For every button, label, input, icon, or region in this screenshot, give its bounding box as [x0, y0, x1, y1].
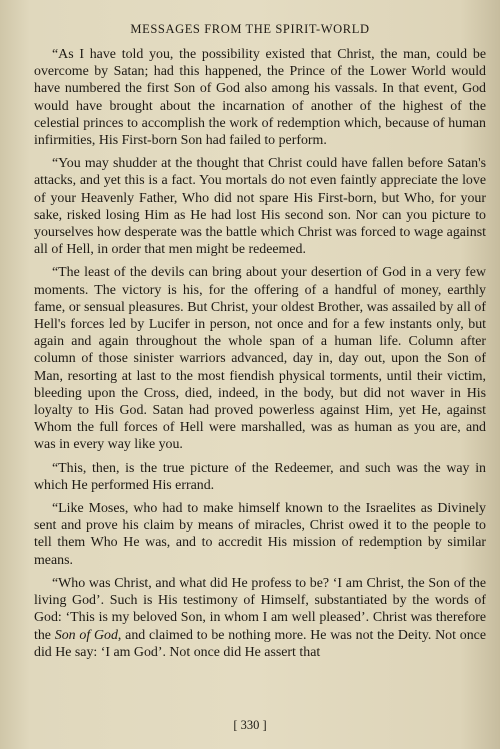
paragraph-4: “This, then, is the true picture of the Redeemer, and such was the way in which He performed His errand. [34, 460, 486, 493]
paragraph-1: “As I have told you, the possibility existed that Christ, the man, could be overcome by Satan; had this happened, the Prince of the Lower World would have numbered the first Son of God also among his vassals. In that event, God would have brought about the incarnation of another of the highest of the celestial princes to accomplish the work of redemption which, because of human infirmities, His First-born Son had failed to perform. [34, 47, 486, 149]
paragraph-5: “Like Moses, who had to make himself known to the Israelites as Divinely sent and prove his claim by means of miracles, Christ owed it to the people to tell them Who He was, and to accredit His mission of redemption by similar means. [34, 501, 486, 568]
paragraph-6-part-1: “Who was Christ, and what did He profess to be? ‘I am Christ, the Son of the living God’. Such is His testimony of Himself, substantiated by the words of God: ‘This is my beloved Son, in whom I am well pleased’. Christ was therefore the [34, 575, 486, 643]
paragraph-6 [34, 575, 486, 661]
paragraph-6-italic: Son of God [54, 627, 118, 643]
paragraph-6-part-2: , and claimed to be nothing more. He was not the Deity. Not once did He say: ‘I am God’. Not once did He assert that [34, 627, 486, 660]
page-number: [ 330 ] [233, 718, 267, 732]
paragraph-3: “The least of the devils can bring about your desertion of God in a very few moments. The victory is his, for the offering of a handful of money, earthly fame, or sensual pleasures. But Christ, your oldest Brother, was assailed by all of Hell's forces led by Lucifer in person, not once and for a few instants only, but again and again throughout the whole span of a human life. Column after column of those sinister warriors advanced, day in, day out, upon the Son of Man, resorting at last to the most fiendish physical torments, until their victim, bleeding upon the Cross, died, indeed, in the body, but did not waver in His loyalty to His God. Satan had proved powerless against Him, yet He, against Whom the full forces of Hell were marshalled, was as human as you are, and was in every way like you. [34, 265, 486, 453]
running-header: MESSAGES FROM THE SPIRIT-WORLD [130, 22, 370, 36]
paragraph-2: “You may shudder at the thought that Christ could have fallen before Satan's attacks, and yet this is a fact. You mortals do not even faintly appreciate the love of your Heavenly Father, Who did not spare His First-born, but Who, for your sake, risked losing Him as He had lost His second son. Nor can you picture to yourselves how desperate was the battle which Christ was forced to wage against all of Hell, in order that men might be redeemed. [34, 156, 486, 258]
body-text [34, 46, 486, 667]
